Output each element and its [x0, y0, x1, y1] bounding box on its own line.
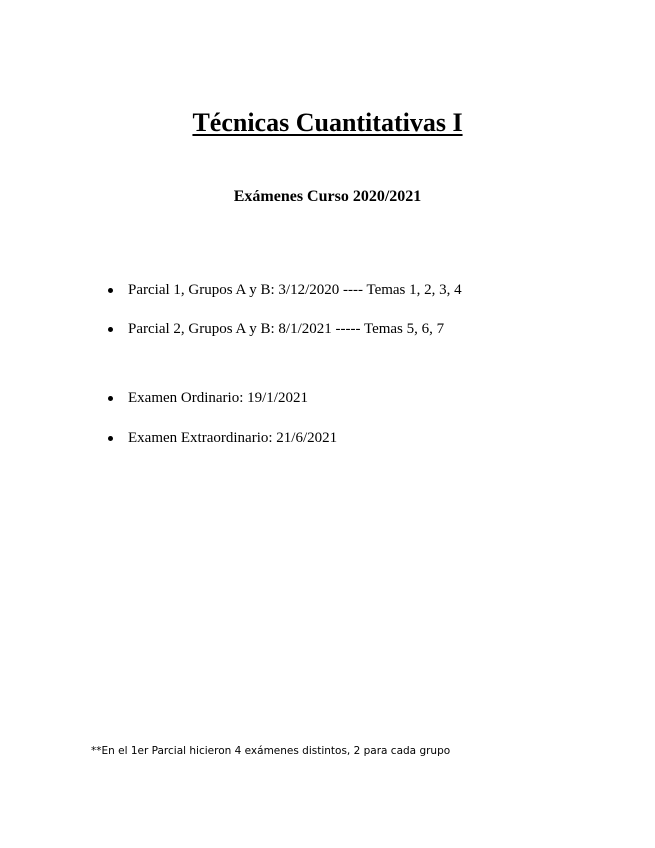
bullet-icon	[108, 396, 113, 401]
document-title	[0, 106, 655, 140]
list-item-text: Parcial 1, Grupos A y B: 3/12/2020 ---- Temas 1, 2, 3, 4	[128, 282, 462, 298]
bullet-icon	[108, 288, 113, 293]
document-title-text: Técnicas Cuantitativas I	[192, 108, 463, 137]
document-subtitle: Exámenes Curso 2020/2021	[233, 188, 422, 205]
list-item-text: Parcial 2, Grupos A y B: 8/1/2021 ----- Temas 5, 6, 7	[128, 321, 445, 337]
bullet-icon	[108, 327, 113, 332]
list-item-text: Examen Ordinario: 19/1/2021	[128, 390, 308, 406]
bullet-icon	[108, 436, 113, 441]
footnote: **En el 1er Parcial hicieron 4 exámenes distintos, 2 para cada grupo	[91, 745, 451, 757]
list-item-text: Examen Extraordinario: 21/6/2021	[128, 430, 338, 446]
